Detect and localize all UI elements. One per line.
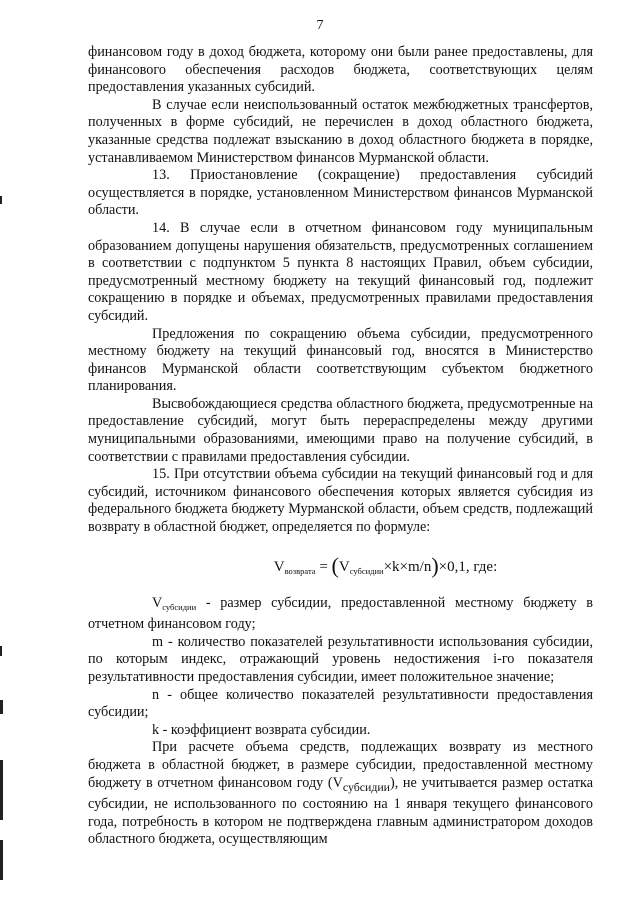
return-formula [88,551,593,581]
definition-text: - размер субсидии, предоставленной местному бюджету в отчетном финансовом году; [88,594,593,633]
definition-text: - количество показателей результативности использования субсидии, по которым индекс, отражающий уровень недостижения i-го показателя результативности предоставления субсидии, имеет положительное значение; [88,633,593,685]
definition-n [88,687,593,722]
formula-open-paren: ( [331,552,339,578]
definition-symbol: V [152,594,163,611]
formula-close-paren: ) [431,552,439,578]
formula-lhs: V [273,558,285,575]
document-body [88,44,593,849]
definition-symbol: m [152,633,164,650]
paragraph-1: финансовом году в доход бюджета, которому они были ранее предоставлены, для финансового обеспечения расходов бюджета, соответствующих целям предоставления указанных субсидий. [88,44,593,96]
paragraph-calculation [88,739,593,848]
formula-middle: ×k×m/n [383,558,432,575]
paragraph-proposals: Предложения по сокращению объема субсидии, предусмотренного местному бюджету на текущий финансовый год, вносятся в Министерство финансов Мурманской области соответствующим субъектом бюджетного планирования. [88,325,593,395]
formula-v-subsidy: V [338,558,350,575]
formula-lhs-sub: возврата [284,565,316,576]
calculation-text-before: При расчете объема средств, подлежащих возврату из местного бюджета в областной бюджет, в размере субсидии, предоставленной местному бюджету в отчетном финансовом году (V [88,739,593,791]
scan-artifact [0,196,2,204]
scan-artifact [0,700,3,714]
calculation-sub: субсидии [342,779,391,794]
definition-text: - общее количество показателей результативности предоставления субсидии; [88,686,593,721]
definition-m [88,634,593,687]
paragraph-15: 15. При отсутствии объема субсидии на текущий финансовый год и для субсидий, источником финансового обеспечения которых является субсидия из федерального бюджета бюджету Мурманской области, объем средств, подлежащий возврату в областной бюджет, определяется по формуле: [88,466,593,536]
definition-text: - коэффициент возврата субсидии. [159,721,371,738]
definition-symbol: k [152,721,160,738]
definition-symbol: n [152,686,160,703]
paragraph-released-funds: Высвобождающиеся средства областного бюджета, предусмотренные на предоставление субсидий, могут быть перераспределены между другими муниципальными образованиями, имеющими право на получение субсидий, в соответствии с правилами предоставления субсидии. [88,395,593,465]
scan-artifact [0,760,3,820]
definition-symbol-sub: субсидии [162,601,197,612]
scan-artifact [0,646,2,656]
scan-artifact [0,840,3,880]
formula-tail: ×0,1 [438,558,466,575]
formula-v-subsidy-sub: субсидии [349,565,384,576]
definition-v-subsidy [88,595,593,634]
paragraph-13: 13. Приостановление (сокращение) предоставления субсидий осуществляется в порядке, установленном Министерством финансов Мурманской области. [88,167,593,219]
page-number: 7 [316,18,324,33]
formula-suffix: , где: [465,558,498,575]
calculation-text-after: ), не учитывается размер остатка субсидии, не использованного по состоянию на 1 января текущего финансового года, потребность в котором не подтверждена главным администратором доходов областного бюджета, осуществляющим [88,774,593,848]
paragraph-14: 14. В случае если в отчетном финансовом году муниципальным образованием допущены нарушения обязательств, предусмотренных соглашением в соответствии с подпунктом 5 пункта 8 настоящих Правил, объем субсидии, предусмотренный местному бюджету на текущий финансовый год, подлежит сокращению в порядке и объемах, предусмотренных правилами предоставления субсидий. [88,219,593,324]
definition-k [88,722,593,740]
paragraph-2: В случае если неиспользованный остаток межбюджетных трансфертов, полученных в форме субсидий, не перечислен в доход областного бюджета, указанные средства подлежат взысканию в доход областного бюджета в порядке, устанавливаемом Министерством финансов Мурманской области. [88,96,593,166]
formula-equals: = [319,558,328,575]
